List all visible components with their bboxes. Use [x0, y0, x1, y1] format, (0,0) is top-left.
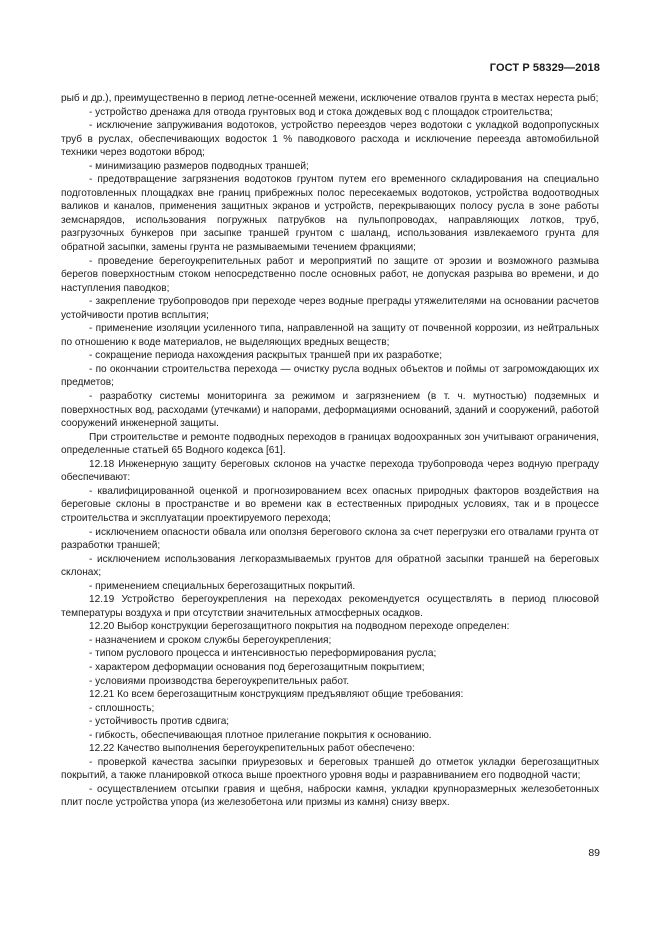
paragraph: При строительстве и ремонте подводных переходов в границах водоохранных зон учитывают ограничения, определенные статьей 65 Водного кодекса [61].: [61, 431, 599, 457]
paragraph: - минимизацию размеров подводных траншей;: [89, 160, 309, 172]
paragraph: - исключение запруживания водотоков, устройство переездов через водотоки с укладкой водопропускных труб в руслах, обеспечивающих водосток 1 % паводкового расхода и исключение переезда автомобильной техники через водотоки вброд;: [61, 120, 599, 159]
document-body: [61, 92, 599, 810]
paragraph: - проверкой качества засыпки приурезовых и береговых траншей до отметок укладки берегозащитных покрытий, а также планировкой откоса выше проектного уровня воды и разравниванием его подводной части;: [61, 756, 599, 782]
paragraph: - типом руслового процесса и интенсивностью переформирования русла;: [89, 648, 437, 660]
paragraph: 12.20 Выбор конструкции берегозащитного покрытия на подводном переходе определен:: [89, 621, 510, 633]
paragraph: 12.18 Инженерную защиту береговых склонов на участке перехода трубопровода через водную преграду обеспечивают:: [61, 458, 599, 484]
paragraph: - квалифицированной оценкой и прогнозированием всех опасных природных факторов воздействия на береговые склоны в пространстве и во времени как в естественных природных условиях, так и в процессе строительства и эксплуатации проектируемого перехода;: [61, 485, 599, 524]
paragraph: - устройство дренажа для отвода грунтовых вод и стока дождевых вод с площадок строительства;: [89, 106, 553, 118]
paragraph: - проведение берегоукрепительных работ и мероприятий по защите от эрозии и возможного размыва берегов поверхностным стоком непосредственно после основных работ, не допуская разрыва во времени, и до наступления паводков;: [61, 255, 599, 294]
paragraph: - осуществлением отсыпки гравия и щебня, наброски камня, укладки крупноразмерных железобетонных плит после устройства упора (из железобетона или призмы из камня) снизу вверх.: [61, 783, 599, 809]
paragraph: - характером деформации основания под берегозащитным покрытием;: [89, 661, 425, 673]
paragraph: - исключением использования легкоразмываемых грунтов для обратной засыпки траншей на береговых склонах;: [61, 553, 599, 579]
paragraph: - закрепление трубопроводов при переходе через водные преграды утяжелителями на основании расчетов устойчивости против всплытия;: [61, 296, 599, 321]
paragraph: рыб и др.), преимущественно в период летне-осенней межени, исключение отвалов грунта в местах нереста рыб;: [61, 93, 599, 104]
paragraph: - устойчивость против сдвига;: [89, 716, 230, 728]
paragraph: 12.22 Качество выполнения берегоукрепительных работ обеспечено:: [89, 743, 415, 755]
paragraph: - применение изоляции усиленного типа, направленной на защиту от почвенной коррозии, из нейтральных по отношению к воде материалов, не выделяющих вредных веществ;: [61, 323, 599, 348]
paragraph: - разработку системы мониторинга за режимом и загрязнением (в т. ч. мутностью) подземных и поверхностных вод, расходами (утечками) и напорами, деформациями оснований, зданий и сооружений, работой сооружений инженерной защиты.: [61, 391, 599, 430]
page-number: 89: [588, 847, 600, 859]
paragraph: - сплошность;: [89, 702, 155, 714]
paragraph: - исключением опасности обвала или оползня берегового склона за счет перегрузки его отвалами грунта от разработки траншей;: [61, 526, 599, 552]
paragraph: - гибкость, обеспечивающая плотное прилегание покрытия к основанию.: [89, 729, 432, 741]
paragraph: 12.19 Устройство берегоукрепления на переходах рекомендуется осуществлять в период плюсовой температуры воздуха и при отсутствии значительных атмосферных осадков.: [61, 594, 599, 619]
paragraph: - предотвращение загрязнения водотоков грунтом путем его временного складирования на специально подготовленных площадках вне границ прибрежных полос пересекаемых водотоков, устройства водоотводных валиков и каналов, применения защитных экранов и устройств, перекрывающих полосу русла в зоне работы земснарядов, использования погружных патрубков на пульпопроводах, направляющих лотков, труб, разгрузочных бункеров при засыпке траншей грунтом с шаланд, использования извлекаемого грунта для обратной засыпки, замены грунта не размываемыми течением фракциями;: [61, 174, 599, 254]
paragraph: - назначением и сроком службы берегоукрепления;: [89, 634, 332, 646]
paragraph: - сокращение периода нахождения раскрытых траншей при их разработке;: [89, 350, 442, 362]
paragraph: 12.21 Ко всем берегозащитным конструкциям предъявляют общие требования:: [89, 689, 464, 701]
paragraph: - применением специальных берегозащитных покрытий.: [89, 580, 356, 592]
paragraph: - по окончании строительства перехода — очистку русла водных объектов и поймы от загромождающих их предметов;: [61, 363, 599, 389]
paragraph: - условиями производства берегоукрепительных работ.: [89, 675, 350, 687]
standard-designation: ГОСТ Р 58329—2018: [489, 62, 600, 74]
